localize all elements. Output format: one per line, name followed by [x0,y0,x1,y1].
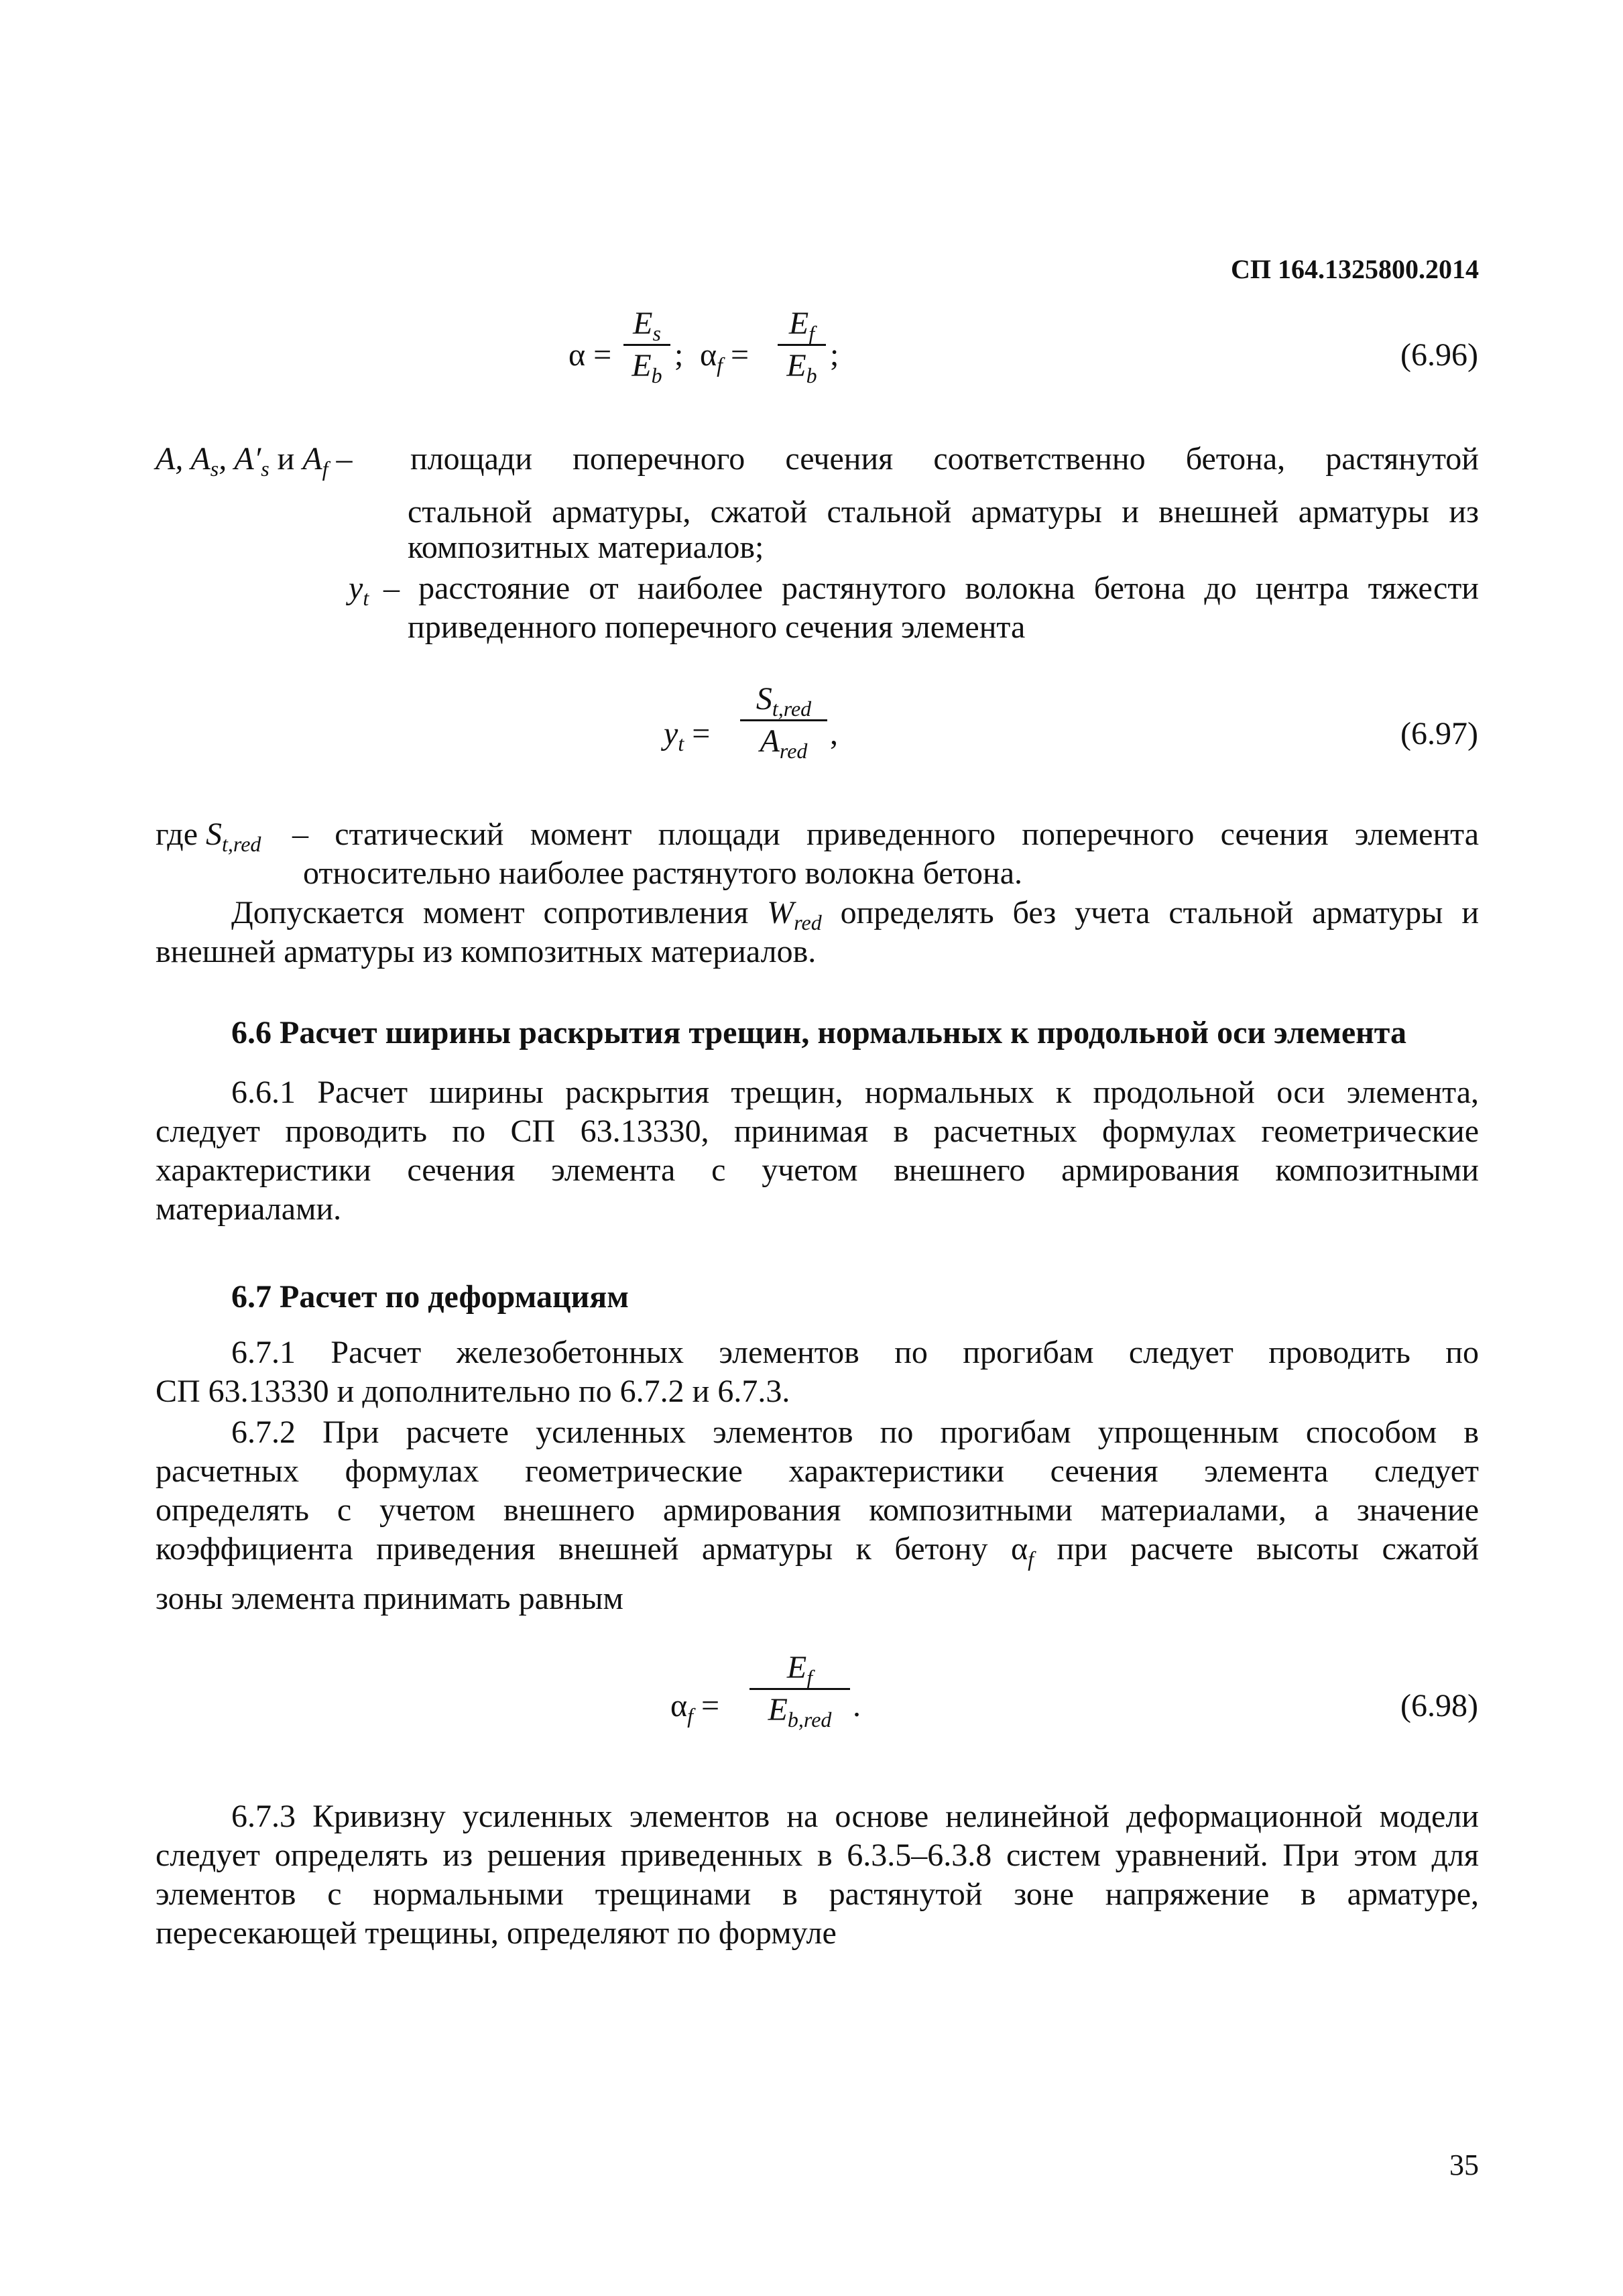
eq-696-lhs1: α = [568,337,612,373]
section-6-6-line4: материалами. [156,1191,342,1227]
def-areas-line2: стальной арматуры, сжатой стальной арматуры и внешней арматуры из [408,494,1479,530]
def-st-line2: относительно наиболее растянутого волокна бетона. [303,855,1023,891]
equation-number-6-97: (6.97) [1400,716,1478,751]
eq-697-fraction: $S_{t,red}$ $A_{red}$ [740,680,827,760]
eq-697-lhs: $y_t$ = [664,716,711,756]
para-wred-line2: внешней арматуры из композитных материалов. [156,934,817,969]
section-6-6-line2: следует проводить по СП 63.13330, принимая в расчетных формулах геометрические [156,1113,1479,1149]
def-st-symbol: где $S_{t,red}$ [156,817,261,856]
equation-6-98 [0,1649,1623,1763]
para-673-line2: следует определять из решения приведенных в 6.3.5–6.3.8 систем уравнений. При этом для [156,1837,1479,1873]
section-6-7-heading: 6.7 Расчет по деформациям [231,1279,629,1315]
section-6-6-heading: 6.6 Расчет ширины раскрытия трещин, нормальных к продольной оси элемента [231,1015,1406,1050]
page-number: 35 [1449,2149,1479,2181]
eq-696-lhs2: $\alpha_f$ = [700,337,749,377]
def-st-line1: – статический момент площади приведенного поперечного сечения элемента [292,817,1479,852]
section-6-6-line1: 6.6.1 Расчет ширины раскрытия трещин, нормальных к продольной оси элемента, [231,1075,1479,1110]
eq-696-trail: ; [830,337,839,373]
para-673-line1: 6.7.3 Кривизну усиленных элементов на основе нелинейной деформационной модели [231,1799,1479,1834]
section-6-7-1-line2: СП 63.13330 и дополнительно по 6.7.2 и 6.7.3. [156,1374,790,1409]
eq-698-lhs: $\alpha_f$ = [670,1688,720,1728]
def-yt-line1: – расстояние от наиболее растянутого волокна бетона до центра тяжести [383,570,1479,606]
section-6-7-2-line3: определять с учетом внешнего армирования композитными материалами, а значение [156,1492,1479,1528]
def-yt-symbol: $y_t$ [349,570,369,610]
equation-6-97 [0,680,1623,788]
section-6-7-1-line1: 6.7.1 Расчет железобетонных элементов по прогибам следует проводить по [231,1335,1479,1370]
eq-696-fraction-2: $E_f$ $E_b$ [778,305,826,385]
section-6-6-line3: характеристики сечения элемента с учетом внешнего армирования композитными [156,1152,1479,1188]
document-code: СП 164.1325800.2014 [1231,254,1479,284]
para-wred-line1: Допускается момент сопротивления $W_{red}$ определять без учета стальной арматуры и [231,895,1480,934]
para-673-line4: пересекающей трещины, определяют по формуле [156,1915,837,1951]
eq-696-separator: ; [674,337,684,373]
section-6-7-2-line5: зоны элемента принимать равным [156,1581,623,1616]
section-6-7-2-line4: коэффициента приведения внешней арматуры к бетону $\alpha_f$ при расчете высоты сжатой [156,1531,1480,1571]
def-areas-symbols: A, $A_s$, $A'_s$ и $A_f$ – [156,441,353,481]
equation-number-6-98: (6.98) [1400,1688,1478,1724]
def-areas-line3: композитных материалов; [408,530,764,565]
section-6-7-2-line1: 6.7.2 При расчете усиленных элементов по прогибам упрощенным способом в [231,1414,1479,1450]
equation-number-6-96: (6.96) [1400,337,1478,373]
eq-697-trail: , [830,716,838,751]
eq-696-fraction-1: $E_s$ $E_b$ [623,305,670,385]
section-6-7-2-line2: расчетных формулах геометрические характеристики сечения элемента следует [156,1453,1479,1489]
def-areas-line1: площади поперечного сечения соответственно бетона, растянутой [410,441,1479,477]
eq-698-trail: . [853,1688,861,1724]
para-673-line3: элементов с нормальными трещинами в растянутой зоне напряжение в арматуре, [156,1876,1479,1912]
equation-6-96 [0,305,1623,406]
eq-698-fraction: $E_f$ $E_{b,red}$ [749,1649,850,1729]
def-yt-line2: приведенного поперечного сечения элемента [408,609,1026,645]
